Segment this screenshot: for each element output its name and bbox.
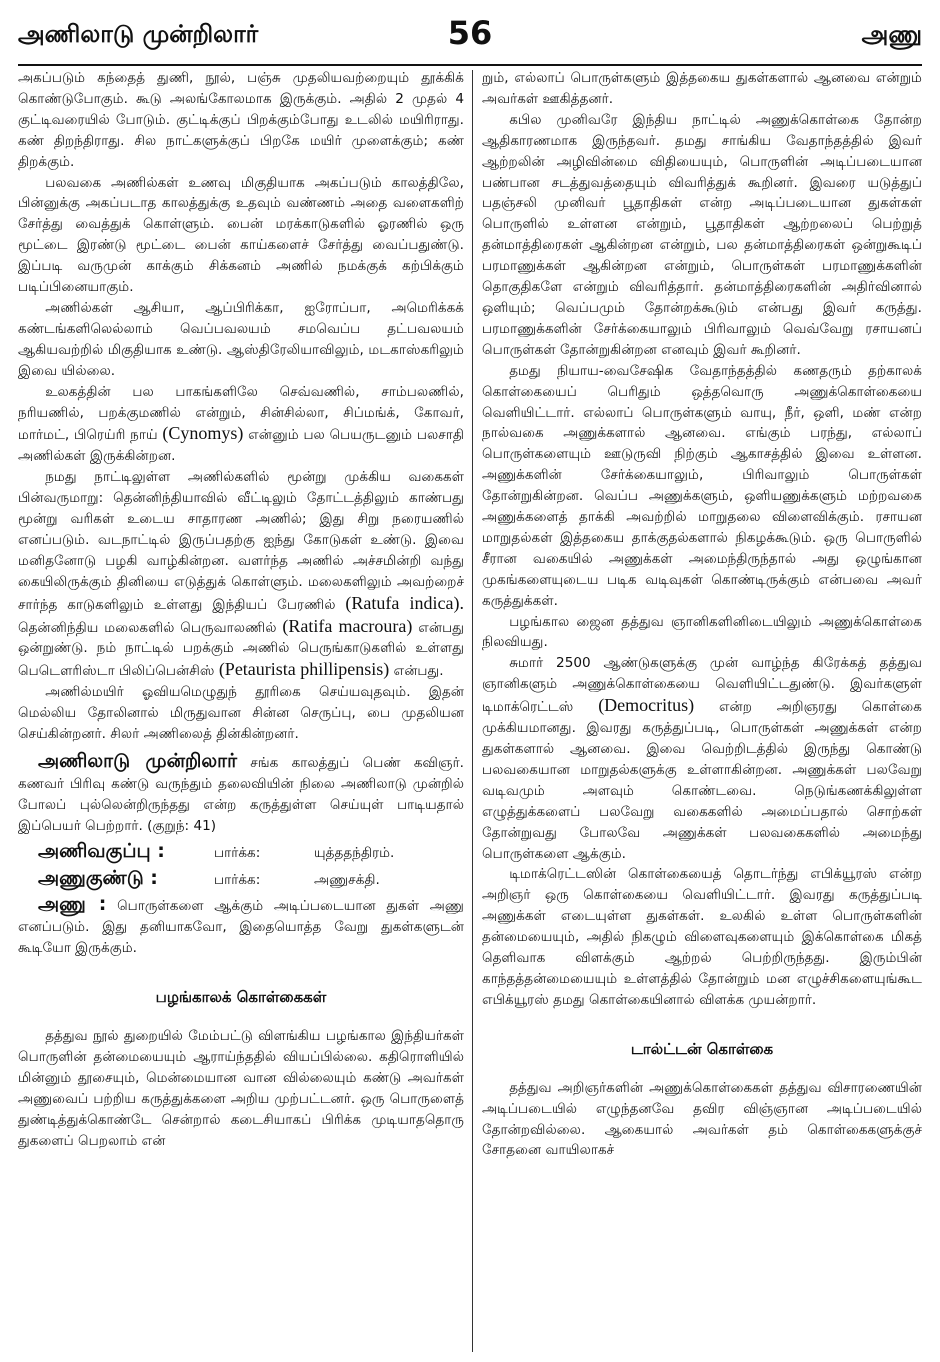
latin-name: (Ratufa indica). [345,592,464,613]
entry-anu [18,894,464,959]
entry-headword: அணிலாடு முன்றிலார் [38,750,238,772]
right-column [482,68,922,1356]
paragraph: அணில்கள் ஆசியா, ஆப்பிரிக்கா, ஐரோப்பா, அமெரிக்கக் கண்டங்களிலெல்லாம் வெப்பவலயம் சமவெப்ப தட்பவலயம் ஆகியவற்றில் மிகுதியாக உண்டு. ஆஸ்திரேலியாவிலும், மடகாஸ்கரிலும் இவை யில்லை. [18,299,464,379]
latin-name: (Ratifa macroura) [282,615,413,636]
entry-headword: அணிவகுப்பு : [38,839,165,862]
see-reference [38,868,464,891]
text-run: என்பது. [389,663,444,680]
entry-text: சங்க காலத்துப் பெண் கவிஞர். கணவர் பிரிவு கண்டு வருந்தும் தலைவியின் நிலை அணிலாடு முன்றில் போலப் புல்லென்றிருந்தது என்ற கருத்துள்ள செய்யுள் பாடியதால் இப்பெயர் பெற்றார். (குறுந்: 41) [18,755,464,834]
see-target: அணுசக்தி. [314,871,380,888]
paragraph: தமது நியாய-வைசேஷிக வேதாந்தத்தில் கணதரும் தற்காலக் கொள்கையைப் பெரிதும் ஒத்தவொரு அணுக்கொள்கையை வெளியிட்டார். எல்லாப் பொருள்களும் வாயு, நீர், ஒளி, மண் என்ற நால்வகை அணுக்களால் ஆனவை. எங்கும் பரந்து, எல்லாப் பொருள்களையும் ஊடுருவி நிற்கும் ஆகாசத்தில் இவை உள்ளன. அணுக்களின் சேர்க்கையாலும், பிரிவாலும் பொருள்கள் தோன்றுகின்றன. வெப்ப அணுக்களும், ஒளியணுக்களும் மற்றவகை அணுக்களைத் தாக்கி அவற்றில் மாறுதலை விளைவிக்கும். ரசாயன மாறுதல்கள் இத்தகைய தாக்குதல்களால் நிகழக்கூடும். ஒரு பொருளில் சீரான வகையில் அணுக்கள் அமைந்திருந்தால் அது ஒழுங்கான முகங்களையுடைய படிக வடிவுகள் கொண்டிருக்கும் என்பவை அவர் கருத்துக்கள். [482,362,922,609]
running-head-right: அணு [861,20,922,48]
paragraph [18,382,464,468]
text-run: உலகத்தின் பல பாகங்களிலே செவ்வணில், சாம்பலணில், நரியணில், பறக்குமணில் என்றும், சின்சில்லா, சிப்மங்க், கோவர், மார்மட், பிரெய்ரி நாய் [18,383,464,444]
paragraph: அணில்மயிர் ஓவியமெழுதுந் தூரிகை செய்யவுதவும். இதன் மெல்லிய தோலினால் மிருதுவான சின்ன செருப்பு, பை முதலியன செய்கின்றனர். சிலர் அணிலைத் தின்கின்றனர். [18,684,464,743]
running-head-left: அணிலாடு முன்றிலார் [18,20,259,48]
entry-headword: அணுகுண்டு : [38,866,158,889]
paragraph: கபில முனிவரே இந்திய நாட்டில் அணுக்கொள்கை தோன்ற ஆதிகாரணமாக இருந்தவர். தமது சாங்கிய வேதாந்தத்தில் இவர் ஆற்றலின் அழிவின்மை விதியையும், பொருளின் அடிப்படையான பண்பான சடத்துவத்தையும் விவரித்துக் கூறினர். இவரை யடுத்துப் பதஞ்சலி முனிவர் பூதாதிகள் என்ற அடிப்படையான துகள்கள் பொருளில் உள்ளன என்றும், பூதாதிகள் ஆற்றலைப் பெற்றுத் தன்மாத்திரைகள் ஆகின்றன என்றும், பல தன்மாத்திரைகள் ஒன்றுகூடிப் பரமாணுக்கள் ஆகின்றன என்றும், பொருள்கள் பரமாணுக்களின் தொகுதிகளே என்றும் விவரித்தார். தன்மாத்திரைகளின் அதிர்வினால் ஒளியும்; வெப்பமும் தோன்றக்கூடும் என்பது இவர் கருத்து. பரமாணுக்களின் சேர்க்கையாலும் பிரிவாலும் வெவ்வேறு ரசாயனப் பொருள்கள் தோன்றுகின்றன எனவும் இவர் கூறினர். [482,111,922,358]
column-divider [472,70,473,1352]
paragraph: றும், எல்லாப் பொருள்களும் இத்தகைய துகள்களால் ஆனவை என்றும் அவர்கள் ஊகித்தனர். [482,70,922,107]
paragraph: தத்துவ நூல் துறையில் மேம்பட்டு விளங்கிய பழங்கால இந்தியர்கள் பொருளின் தன்மையையும் ஆராய்ந்ததில் வியப்பில்லை. கதிரொளியில் மின்னும் தூசையும், மென்மையான வான வில்லையும் கண்டு அவர்கள் அணுவைப் பற்றிய கருத்துக்களை அறிய முற்பட்டனர். ஒரு பொருளைத் துண்டித்துக்கொண்டே சென்றால் கடைசியாகப் பிரிக்க முடியாததொரு துகளைப் பெறலாம் என் [18,1028,464,1149]
paragraph: பலவகை அணில்கள் உணவு மிகுதியாக அகப்படும் காலத்திலே, பின்னுக்கு அகப்படாத காலத்துக்கு உதவும் வண்ணம் அதை வளைகளிற் சேர்த்து வைத்துக் கொள்ளும். பைன் மரக்காடுகளில் ஓரணில் ஒரு மூட்டை இரண்டு மூட்டை பைன் காய்களைச் சேர்த்து வைப்பதுண்டு. இப்படி வருமுன் காக்கும் சிக்கனம் அணில் நமக்குக் கற்பிக்கும் படிப்பினையாகும். [18,174,464,296]
entry-anilaadu [18,751,464,837]
entry-text: பொருள்களை ஆக்கும் அடிப்படையான துகள் அணு எனப்படும். இது தனியாகவோ, இதையொத்த வேறு துகள்களுடன் கூடியோ இருக்கும். [18,898,464,957]
paragraph: பழங்கால ஜைன தத்துவ ஞானிகளினிடையிலும் அணுக்கொள்கை நிலவியது. [482,613,922,651]
text-run: என்னும் பல பெயருடனும் பலசாதி அணில்கள் இருக்கின்றன. [18,427,464,465]
see-target: யுத்ததந்திரம். [314,844,395,861]
text-run: என்பது ஒன்றுண்டு. நம் நாட்டில் பறக்கும் அணில் பெருங்காடுகளில் உள்ளது பெடௌரிஸ்டா பிலிப்பென்சிஸ் [18,619,464,680]
paragraph [482,653,922,864]
paragraph: அகப்படும் கந்தைத் துணி, நூல், பஞ்சு முதலியவற்றையும் தூக்கிக் கொண்டுபோகும். கூடு அலங்கோலமாக இருக்கும். அதில் 2 முதல் 4 குட்டிவரையில் போடும். குட்டிக்குப் பிறக்கும்போது உடலில் மயிரிராது. கண் திறந்திராது. சில நாட்களுக்குப் பிறகே மயிர் முளைக்கும்; கண் திறக்கும். [18,70,464,170]
latin-name: (Petaurista phillipensis) [218,659,390,680]
section-heading: பழங்காலக் கொள்கைகள் [155,988,327,1007]
section-heading: டால்ட்டன் கொள்கை [630,1039,774,1058]
page-header [18,8,922,66]
text-run: நமது நாட்டிலுள்ள அணில்களில் மூன்று முக்கிய வகைகள் பின்வருமாறு: தென்னிந்தியாவில் வீட்டிலும் தோட்டத்திலும் காண்பது மூன்று வரிகள் உடைய சாதாரண அணில்; இது சிறு நரையணில் எனப்படும். வடநாட்டில் இருப்பதற்கு ஐந்து கோடுகள் உண்டு. இவை மனிதனோடு பழகி வாழ்கின்றன. வளர்ந்த அணில் அச்சமின்றி வந்து கையிலிருக்கும் தினியை எடுத்துக் கொள்ளும். மலைகளிலும் அவற்றைச் சார்ந்த காடுகளிலும் உள்ளது இந்தியப் பேரணில் [18,469,464,613]
see-label: பார்க்க: [214,844,261,861]
latin-name: (Democritus) [598,695,695,716]
paragraph [18,467,464,682]
text-run: என்ற அறிஞரது கொள்கை முக்கியமானது. இவரது கருத்துப்படி, பொருள்கள் அணுக்கள் என்ற துகள்களால் ஆனவை. இவை வெற்றிடத்தில் இருந்து கொண்டு பலவகையான மாறுதல்களுக்கு உள்ளாகின்றன. அணுக்கள் பலவேறு வடிவமும் அளவும் கொண்டவை. நெடுங்கணக்கிலுள்ள எழுத்துக்களைப் பலவேறு வகைகளில் அமைப்பதால் சொற்கள் தோன்றுவது போலவே அணுக்கள் பலவகைகளில் அமைந்து பொருள்களை ஆக்கும். [482,699,922,862]
left-column [18,68,464,1356]
latin-name: (Cynomys) [162,423,244,444]
text-run: தென்னிந்திய மலைகளில் பெருவாலணில் [18,619,283,636]
page-number: 56 [447,14,493,52]
see-label: பார்க்க: [214,871,261,888]
entry-headword: அணு : [38,893,107,916]
paragraph: தத்துவ அறிஞர்களின் அணுக்கொள்கைகள் தத்துவ விசாரணையின் அடிப்படையில் எழுந்தனவே தவிர விஞ்ஞான அடிப்படையில் தோன்றவில்லை. ஆகையால் அவர்கள் தம் கொள்கைகளுக்குச் சோதனை வாயிலாகச் [482,1079,922,1159]
see-reference [38,841,464,864]
text-run: சுமார் 2500 ஆண்டுகளுக்கு முன் வாழ்ந்த கிரேக்கத் தத்துவ ஞானிகளும் அணுக்கொள்கையை வெளியிட்டதுண்டு. இவர்களுள் டிமாக்ரெட்டஸ் [482,655,922,716]
paragraph: டிமாக்ரெட்டஸின் கொள்கையைத் தொடர்ந்து எபிக்யூரஸ் என்ற அறிஞர் ஒரு கொள்கையை வெளியிட்டார். இவரது கருத்துப்படி அணுக்கள் எடையுள்ள துகள்கள். உலகில் உள்ள பொருள்களின் தன்மையையும், அதில் நிகழும் விளைவுகளையும் இக்கொள்கை மிகத் தெளிவாக விளக்கும் ஆற்றல் பெற்றிருந்தது. இரும்பின் காந்தத்தன்மையையும் உள்ளத்தில் தோன்றும் மன எழுச்சிகளையுங்கூட எபிக்யூரஸ் தமது கொள்கையினால் விளக்க முயன்றார். [482,866,922,1008]
